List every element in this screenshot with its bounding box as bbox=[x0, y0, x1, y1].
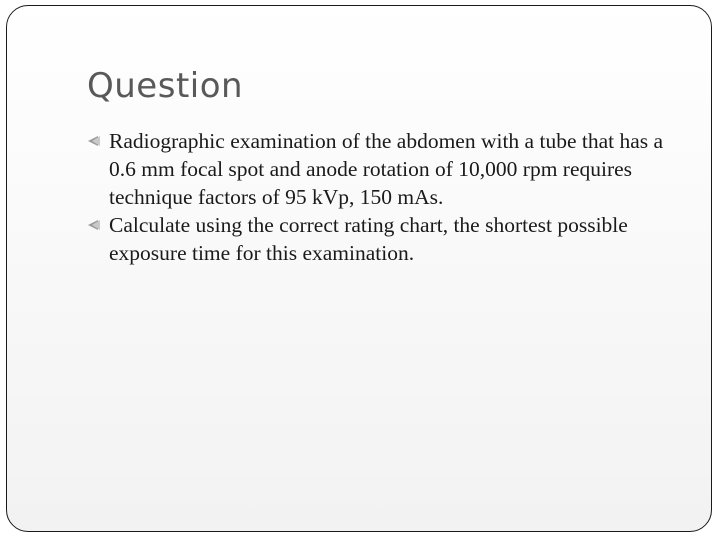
bullet-list bbox=[87, 127, 687, 267]
slide bbox=[6, 5, 712, 532]
slide-title: Question bbox=[87, 66, 244, 106]
bullet-text: Calculate using the correct rating chart, the shortest possible exposure time for this examination. bbox=[109, 213, 628, 265]
bullet-item bbox=[87, 127, 687, 211]
bullet-text: Radiographic examination of the abdomen with a tube that has a 0.6 mm focal spot and anode rotation of 10,000 rpm requires technique factors of 95 kVp, 150 mAs. bbox=[109, 129, 664, 209]
bullet-arrow-icon bbox=[88, 220, 98, 230]
bullet-arrow-icon bbox=[88, 136, 98, 146]
bullet-item bbox=[87, 211, 687, 267]
